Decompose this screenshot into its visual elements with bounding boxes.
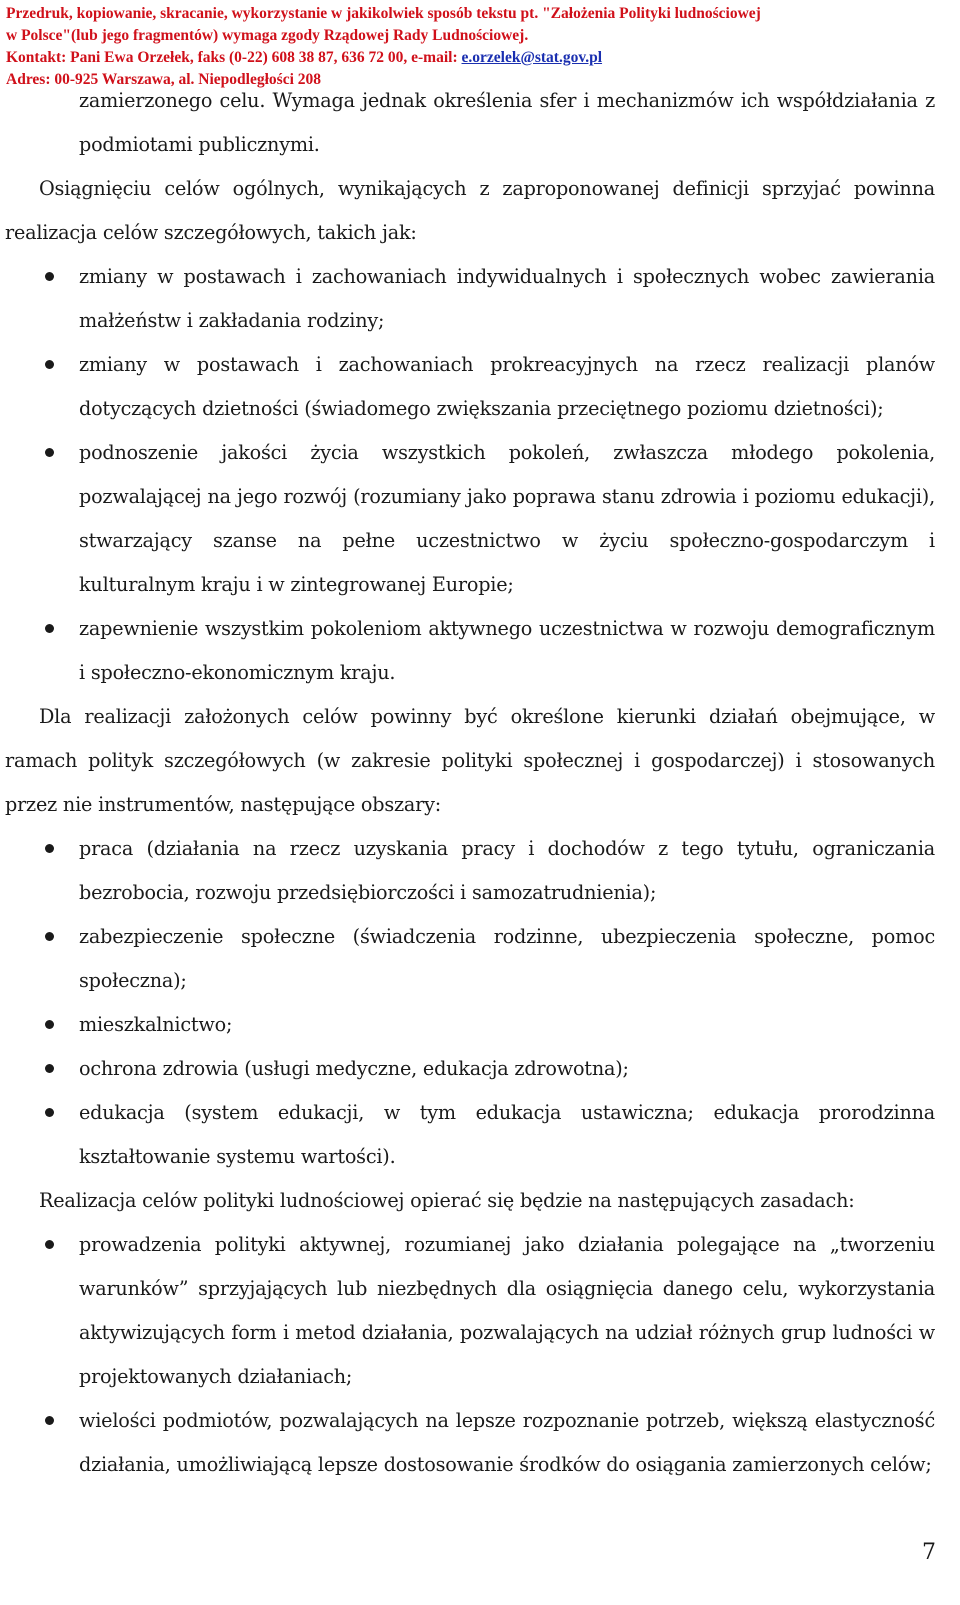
bullet-icon [45, 1240, 54, 1249]
notice-line-2: w Polsce"(lub jego fragmentów) wymaga zgody Rządowej Rady Ludnościowej. [6, 27, 529, 44]
section2-intro: Dla realizacji założonych celów powinny być określone kierunki działań obejmujące, w ramach polityk szczegółowych (w zakresie polityki społecznej i gospodarczej) i stosowanych przez nie instrumentów, następujące obszary: [5, 705, 935, 816]
continuation-paragraph: zamierzonego celu. Wymaga jednak określenia sfer i mechanizmów ich współdziałania z podmiotami publicznymi. [79, 89, 935, 156]
list-item [5, 1223, 935, 1399]
list-item-text: zabezpieczenie społeczne (świadczenia rodzinne, ubezpieczenia społeczne, pomoc społeczna); [79, 925, 935, 992]
list-item-text: podnoszenie jakości życia wszystkich pokoleń, zwłaszcza młodego pokolenia, pozwalającej na jego rozwój (rozumiany jako poprawa stanu zdrowia i poziomu edukacji), stwarzający szanse na pełne uczestnictwo w życiu społeczno-gospodarczym i kulturalnym kraju i w zintegrowanej Europie; [79, 441, 935, 596]
list-item [5, 1091, 935, 1179]
list-item-text: zmiany w postawach i zachowaniach prokreacyjnych na rzecz realizacji planów dotyczących dzietności (świadomego zwiększania przeciętnego poziomu dzietności); [79, 353, 935, 420]
list-item-text: wielości podmiotów, pozwalających na lepsze rozpoznanie potrzeb, większą elastyczność działania, umożliwiającą lepsze dostosowanie środków do osiągania zamierzonych celów; [79, 1409, 935, 1476]
list-item-text: ochrona zdrowia (usługi medyczne, edukacja zdrowotna); [79, 1057, 629, 1080]
list-item [5, 607, 935, 695]
page-number: 7 [922, 1540, 936, 1565]
bullet-icon [45, 1020, 54, 1029]
document-body [5, 79, 935, 1487]
bullet-icon [45, 1108, 54, 1117]
notice-line-4: Adres: 00-925 Warszawa, al. Niepodległości 208 [6, 71, 322, 88]
bullet-icon [45, 448, 54, 457]
list-item [5, 255, 935, 343]
list-item [5, 343, 935, 431]
list-item-text: mieszkalnictwo; [79, 1013, 233, 1036]
bullet-icon [45, 932, 54, 941]
notice-contact-text: Kontakt: Pani Ewa Orzełek, faks (0-22) 608 38 87, 636 72 00, e-mail: [6, 49, 462, 66]
list-item [5, 915, 935, 1003]
bullet-icon [45, 624, 54, 633]
list-item-text: prowadzenia polityki aktywnej, rozumianej jako działania polegające na „tworzeniu warunków” sprzyjających lub niezbędnych dla osiągnięcia danego celu, wykorzystania aktywizujących form i metod działania, pozwalających na udział różnych grup ludności w projektowanych działaniach; [79, 1233, 935, 1388]
bullet-icon [45, 360, 54, 369]
bullet-icon [45, 844, 54, 853]
list-item [5, 431, 935, 607]
list-item-text: zapewnienie wszystkim pokoleniom aktywnego uczestnictwa w rozwoju demograficznym i społeczno-ekonomicznym kraju. [79, 617, 935, 684]
copyright-notice [6, 3, 946, 91]
list-item-text: edukacja (system edukacji, w tym edukacja ustawiczna; edukacja prorodzinna kształtowanie systemu wartości). [79, 1101, 935, 1168]
bullet-icon [45, 272, 54, 281]
list-item [5, 827, 935, 915]
notice-line-3 [6, 47, 946, 69]
section1-list [5, 255, 935, 695]
section2-list [5, 827, 935, 1179]
section1-intro: Osiągnięciu celów ogólnych, wynikających z zaproponowanej definicji sprzyjać powinna realizacja celów szczegółowych, takich jak: [5, 177, 935, 244]
notice-email-link[interactable]: e.orzelek@stat.gov.pl [461, 49, 603, 66]
section3-intro: Realizacja celów polityki ludnościowej opierać się będzie na następujących zasadach: [39, 1189, 855, 1212]
section3-list [5, 1223, 935, 1487]
notice-line-1: Przedruk, kopiowanie, skracanie, wykorzystanie w jakikolwiek sposób tekstu pt. "Założenia Polityki ludnościowej [6, 5, 761, 22]
list-item-text: praca (działania na rzecz uzyskania pracy i dochodów z tego tytułu, ograniczania bezrobocia, rozwoju przedsiębiorczości i samozatrudnienia); [79, 837, 935, 904]
bullet-icon [45, 1064, 54, 1073]
list-item [5, 1047, 935, 1091]
list-item [5, 1399, 935, 1487]
list-item-text: zmiany w postawach i zachowaniach indywidualnych i społecznych wobec zawierania małżeństw i zakładania rodziny; [79, 265, 935, 332]
list-item [5, 1003, 935, 1047]
bullet-icon [45, 1416, 54, 1425]
